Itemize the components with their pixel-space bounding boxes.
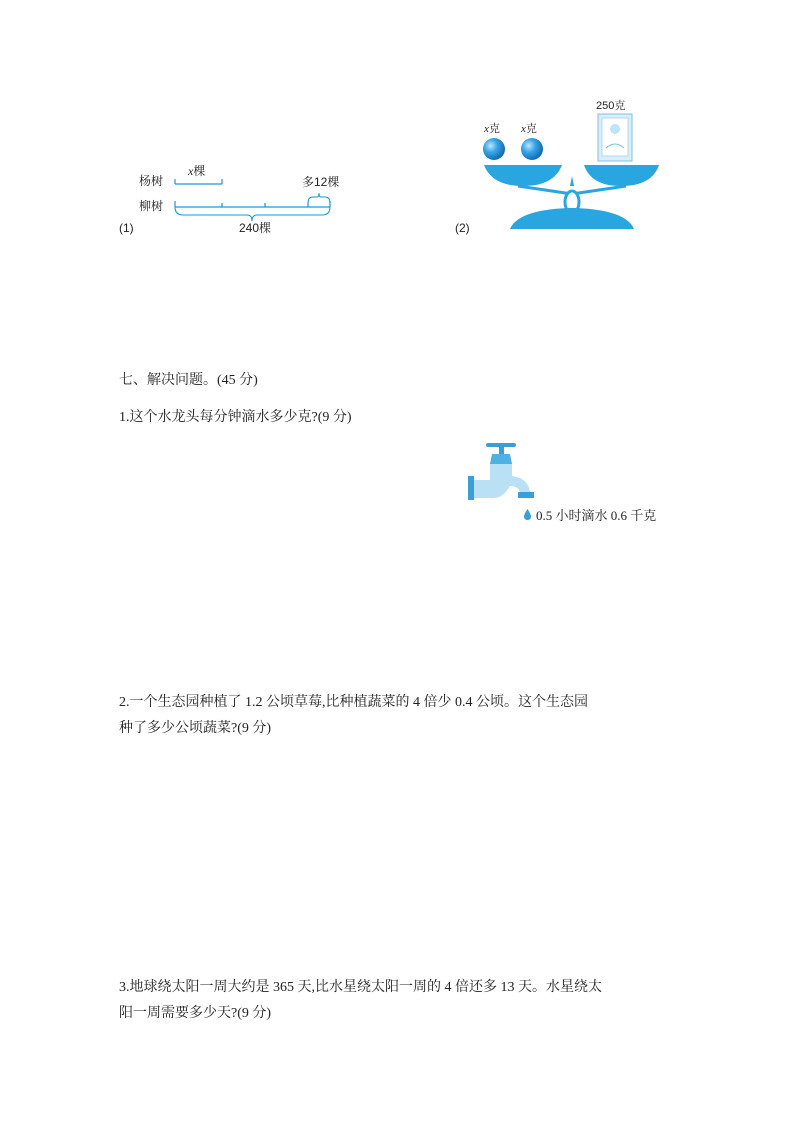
ball-1-label: x克 xyxy=(484,123,500,135)
balance-scale-icon xyxy=(478,96,663,232)
right-pan xyxy=(584,165,659,186)
problem-2-line-2: 种了多少公顷蔬菜?(9 分) xyxy=(119,721,272,736)
section-title: 七、解决问题。(45 分) xyxy=(119,373,258,388)
figure-number-1: (1) xyxy=(119,221,134,235)
water-drop-icon xyxy=(523,508,532,521)
extra-label: 多12棵 xyxy=(302,175,340,189)
problem-3-line-2: 阳一周需要多少天?(9 分) xyxy=(119,1006,272,1021)
row-label-willow: 柳树 xyxy=(139,199,164,213)
problem-3 xyxy=(119,975,679,1027)
scale-base xyxy=(510,208,634,229)
ball-2-label: x克 xyxy=(521,123,537,135)
faucet-caption: 0.5 小时滴水 0.6 千克 xyxy=(523,505,656,524)
figure-number-2: (2) xyxy=(455,221,470,235)
figure-1 xyxy=(115,155,355,240)
ball-1 xyxy=(483,138,505,160)
box-label: 250克 xyxy=(596,100,626,112)
faucet-icon xyxy=(462,440,542,506)
figure-2 xyxy=(478,96,663,232)
extra-brace xyxy=(308,193,330,203)
total-label: 240棵 xyxy=(239,221,272,235)
segment-label: x棵 xyxy=(188,164,206,178)
row-label-poplar: 杨树 xyxy=(139,174,164,188)
problem-2-line-1: 2.一个生态园种植了 1.2 公顷草莓,比种植蔬菜的 4 倍少 0.4 公顷。这个生态园 xyxy=(119,695,588,710)
left-pan xyxy=(484,165,562,186)
ball-2 xyxy=(521,138,543,160)
problem-2 xyxy=(119,690,679,742)
faucet-figure xyxy=(462,440,542,506)
problem-1: 1.这个水龙头每分钟滴水多少克?(9 分) xyxy=(119,410,352,425)
problem-3-line-1: 3.地球绕太阳一周大约是 365 天,比水星绕太阳一周的 4 倍还多 13 天。水星绕太 xyxy=(119,980,602,995)
